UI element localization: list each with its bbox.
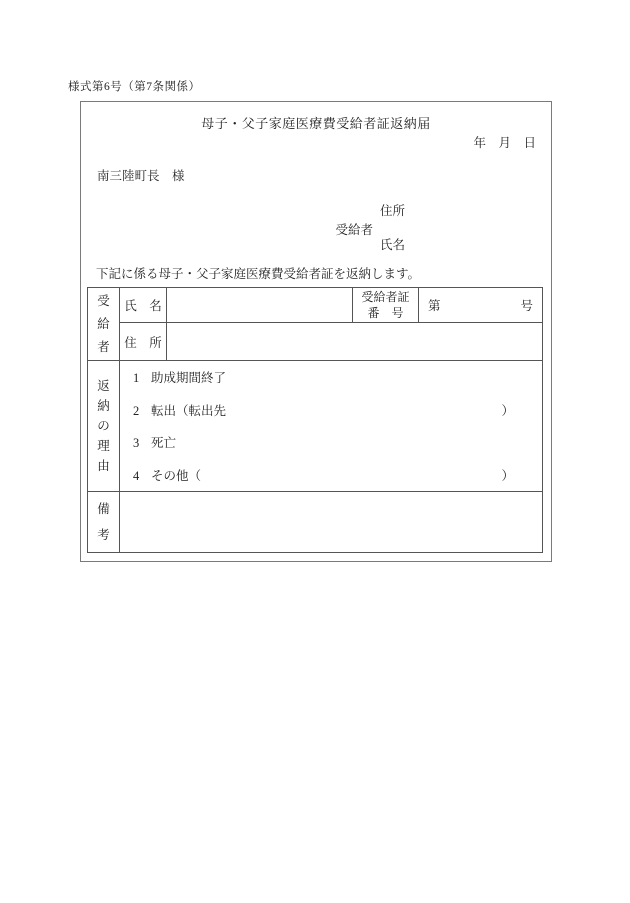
recipient-name-label: 氏名 [379,238,405,252]
remarks-label-cell [88,492,120,553]
reason-section-label: 返納の理由 [97,379,110,473]
cert-number-value-cell [419,288,543,323]
date-line: 年 月 日 [473,136,536,150]
recipient-signature-block [81,205,551,252]
address-label-cell [120,323,167,361]
form-title: 母子・父子家庭医療費受給者証返納届 [201,116,431,131]
reason-closing-paren: ） [501,403,514,418]
cert-number-label-cell [353,288,419,323]
address-value-cell [167,323,543,361]
reason-option-3 [120,433,542,451]
reason-text: その他（ [151,468,202,483]
reason-number: 3 [133,436,140,451]
reason-number: 2 [133,403,140,418]
recipient-address-label: 住所 [379,204,405,218]
table-row [88,361,543,492]
reason-text: 死亡 [151,436,177,451]
reason-number: 4 [133,468,140,483]
reason-closing-paren: ） [501,468,514,483]
cert-number-label-line2: 番 号 [367,306,404,320]
addressee: 南三陸町長 様 [97,169,185,183]
name-label: 氏 名 [124,299,162,313]
declaration-sentence: 下記に係る母子・父子家庭医療費受給者証を返納します。 [96,267,421,281]
name-label-cell [120,288,167,323]
cert-number-suffix: 号 [520,299,533,313]
remarks-value-cell [120,492,543,553]
recipient-section-label-cell [88,288,120,361]
table-row [88,492,543,553]
remarks-label: 備考 [97,502,110,542]
cert-number-label-line1: 受給者証 [361,290,410,304]
reason-option-4 [120,466,542,484]
reason-section-label-cell [88,361,120,492]
reason-text: 転出（転出先 [151,403,227,418]
address-label: 住 所 [124,335,162,350]
reason-number: 1 [133,371,140,386]
recipient-section-label: 受給者 [97,293,110,354]
table-row [88,323,543,361]
reason-text: 助成期間終了 [151,371,227,386]
reason-option-1 [120,368,542,386]
reason-options-cell [120,361,543,492]
table-row [88,288,543,323]
cert-number-prefix: 第 [428,299,441,313]
recipient-label: 受給者 [335,222,373,237]
form-outer-box [80,101,552,562]
reason-option-2 [120,401,542,419]
name-value-cell [167,288,353,323]
return-form-table [87,287,543,553]
form-number: 様式第6号（第7条関係） [68,81,201,93]
